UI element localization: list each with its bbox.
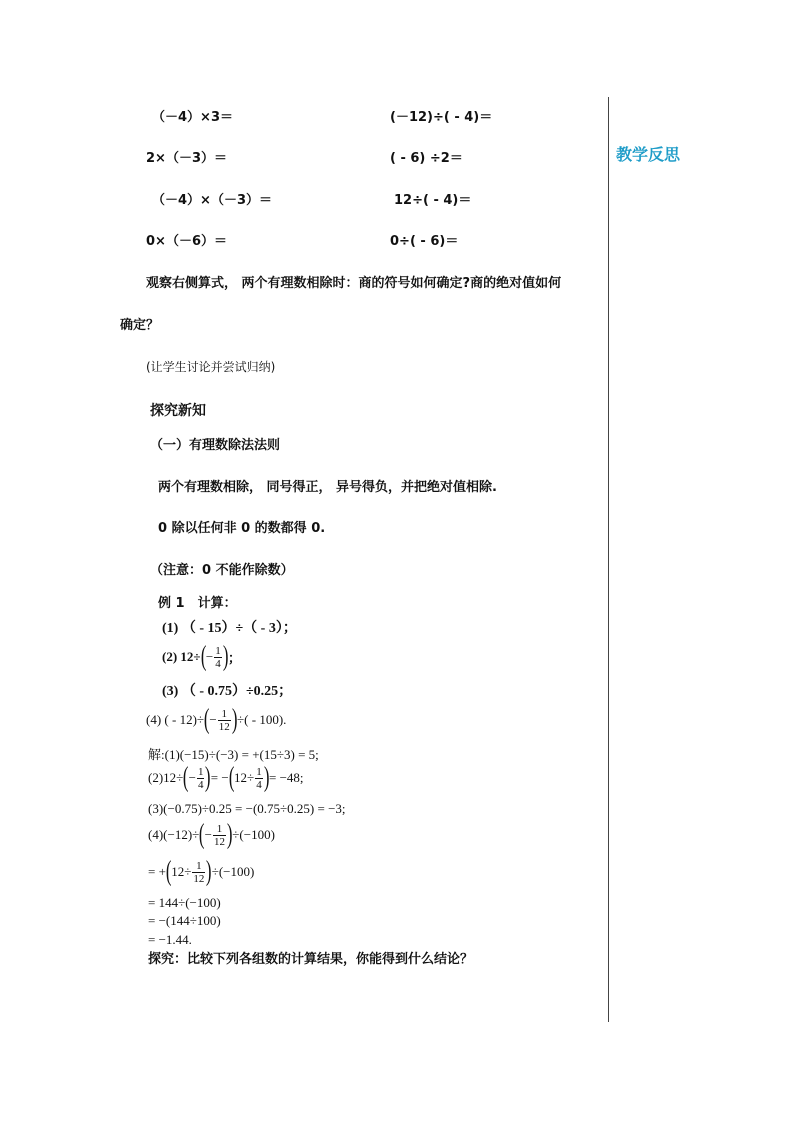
fraction-one-twelfth: $\frac{1}{12}$ <box>218 707 230 733</box>
section-title: 探究新知 <box>150 403 206 419</box>
reflection-title: 教学反思 <box>616 145 681 164</box>
solution-line-8: = −1.44. <box>148 932 192 947</box>
exercise-right-3: 12÷( - 4)＝ <box>394 193 472 208</box>
discussion-note: (让学生讨论并尝试归纳) <box>146 360 276 374</box>
rule-heading: （一）有理数除法法则 <box>150 438 281 453</box>
example-item-2-prefix: (2) 12÷ <box>162 649 201 664</box>
solution-line-4: (4)(−12)÷(− $\frac{1}{12}$ )÷(−100) <box>148 819 275 850</box>
column-divider <box>608 97 609 1022</box>
note: （注意：0 不能作除数） <box>150 563 294 578</box>
solution-line-3: (3)(−0.75)÷0.25 = −(0.75÷0.25) = −3; <box>148 801 346 816</box>
example-item-1: (1) （ - 15）÷（ - 3）； <box>162 621 297 636</box>
example-item-4: (4) ( - 12)÷(− $\frac{1}{12}$ )÷( - 100). <box>146 704 287 735</box>
solution-line-6: = 144÷(−100) <box>148 895 221 910</box>
solution-line-7: = −(144÷100) <box>148 913 221 928</box>
example-item-4-prefix: (4) ( - 12)÷ <box>146 712 205 727</box>
solution-line-1: 解:(1)(−15)÷(−3) = +(15÷3) = 5; <box>148 747 319 762</box>
exercise-left-3: （－4）×（－3）＝ <box>152 193 272 208</box>
solution-line-5: = +(12÷ $\frac{1}{12}$ )÷(−100) <box>148 856 255 887</box>
example-item-3: (3) （ - 0.75）÷0.25； <box>162 684 293 699</box>
example-title: 例 1 计算： <box>158 596 237 611</box>
zero-rule: 0 除以任何非 0 的数都得 0. <box>158 521 326 536</box>
exercise-left-2: 2×（－3）＝ <box>146 151 227 166</box>
solution-line-2: (2)12÷(− $\frac{1}{4}$ )= −(12÷ $\frac{1}{4}$ )= −48; <box>148 762 304 793</box>
exercise-right-2: ( - 6) ÷2＝ <box>390 151 463 166</box>
exercise-left-1: （－4）×3＝ <box>152 110 233 125</box>
fraction-one-quarter: $\frac{1}{4}$ <box>215 644 221 670</box>
exercise-right-1: (－12)÷( - 4)＝ <box>390 110 493 125</box>
rule-text: 两个有理数相除， 同号得正， 异号得负，并把绝对值相除. <box>158 480 497 495</box>
question-line-1: 观察右侧算式， 两个有理数相除时：商的符号如何确定?商的绝对值如何 <box>146 276 562 291</box>
example-item-2: (2) 12÷(− $\frac{1}{4}$ )； <box>162 641 242 672</box>
explore-prompt: 探究：比较下列各组数的计算结果，你能得到什么结论？ <box>148 952 474 967</box>
exercise-left-4: 0×（－6）＝ <box>146 234 227 249</box>
exercise-right-4: 0÷( - 6)＝ <box>390 234 459 249</box>
question-line-2: 确定？ <box>120 318 160 333</box>
